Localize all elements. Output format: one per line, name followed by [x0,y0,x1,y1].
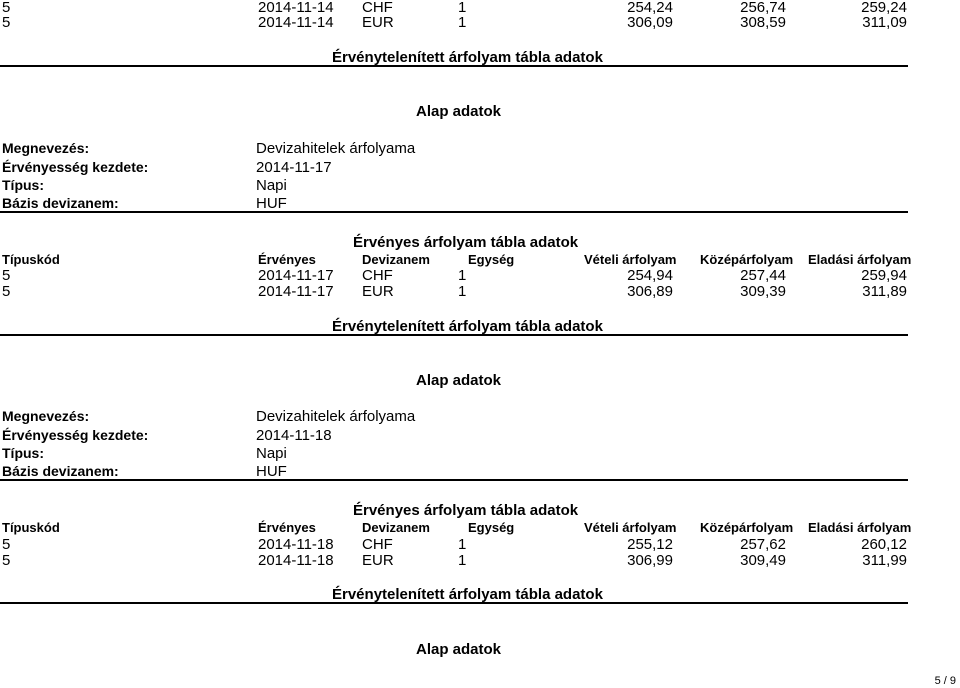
cell-egyseg: 1 [458,14,467,31]
divider [0,211,908,213]
ervenyesseg-value: 2014-11-18 [256,427,332,444]
alap-adatok-title: Alap adatok [416,641,502,658]
cell-veteli: 255,12 [627,536,673,553]
cell-tipuskod: 5 [2,14,11,31]
cell-egyseg: 1 [458,536,467,553]
cell-devizanem: CHF [362,267,393,284]
cell-eladasi: 311,99 [862,552,907,569]
cell-egyseg: 1 [458,552,467,569]
header-ervenyes: Érvényes [258,520,316,535]
table-row [0,284,960,300]
cell-tipuskod: 5 [2,536,11,553]
ervenyesseg-value: 2014-11-17 [256,159,332,176]
cell-ervenyes: 2014-11-18 [258,552,334,569]
cell-eladasi: 259,94 [861,267,907,284]
cell-kozep: 257,44 [740,267,786,284]
table-row [0,553,960,569]
megnevezes-label: Megnevezés: [2,140,90,156]
divider [0,602,908,604]
header-veteli: Vételi árfolyam [584,252,677,267]
cell-veteli: 306,09 [627,14,673,31]
cell-devizanem: EUR [362,283,394,300]
cell-kozep: 309,39 [740,283,786,300]
bazis-label: Bázis devizanem: [2,195,119,211]
table-header [0,520,960,536]
cell-egyseg: 1 [458,0,467,16]
cell-devizanem: CHF [362,536,393,553]
header-egyseg: Egység [468,252,515,267]
cell-veteli: 306,89 [627,283,673,300]
header-veteli: Vételi árfolyam [584,520,677,535]
header-devizanem: Devizanem [362,520,430,535]
cell-ervenyes: 2014-11-17 [258,283,334,300]
header-tipuskod: Típuskód [2,520,60,535]
cell-veteli: 306,99 [627,552,673,569]
invalidated-title: Érvénytelenített árfolyam tábla adatok [332,318,603,335]
cell-egyseg: 1 [458,283,467,300]
header-eladasi: Eladási árfolyam [808,252,912,267]
cell-eladasi: 311,09 [862,14,907,31]
table-row [0,537,960,553]
cell-kozep: 309,49 [740,552,786,569]
cell-devizanem: EUR [362,552,394,569]
valid-table-title: Érvényes árfolyam tábla adatok [353,502,579,519]
cell-devizanem: CHF [362,0,393,16]
cell-kozep: 308,59 [740,14,786,31]
table-row [0,0,960,16]
header-ervenyes: Érvényes [258,252,316,267]
divider [0,479,908,481]
cell-eladasi: 260,12 [861,536,907,553]
cell-eladasi: 311,89 [862,283,907,300]
valid-table-title: Érvényes árfolyam tábla adatok [353,234,579,251]
invalidated-title: Érvénytelenített árfolyam tábla adatok [332,49,603,66]
cell-kozep: 256,74 [740,0,786,16]
tipus-label: Típus: [2,445,44,461]
invalidated-title: Érvénytelenített árfolyam tábla adatok [332,586,603,603]
cell-tipuskod: 5 [2,552,11,569]
header-kozep: Középárfolyam [700,252,794,267]
bazis-label: Bázis devizanem: [2,463,119,479]
megnevezes-label: Megnevezés: [2,408,90,424]
header-eladasi: Eladási árfolyam [808,520,912,535]
header-devizanem: Devizanem [362,252,430,267]
header-kozep: Középárfolyam [700,520,794,535]
megnevezes-value: Devizahitelek árfolyama [256,408,416,425]
cell-ervenyes: 2014-11-17 [258,267,334,284]
header-tipuskod: Típuskód [2,252,60,267]
table-row [0,15,960,31]
megnevezes-value: Devizahitelek árfolyama [256,140,416,157]
cell-kozep: 257,62 [740,536,786,553]
header-egyseg: Egység [468,520,515,535]
divider [0,334,908,336]
tipus-value: Napi [256,445,287,462]
cell-tipuskod: 5 [2,267,11,284]
bazis-value: HUF [256,463,287,480]
cell-devizanem: EUR [362,14,394,31]
tipus-label: Típus: [2,177,44,193]
cell-veteli: 254,24 [627,0,673,16]
tipus-value: Napi [256,177,287,194]
cell-tipuskod: 5 [2,283,11,300]
ervenyesseg-label: Érvényesség kezdete: [2,427,149,443]
table-row [0,268,960,284]
alap-adatok-title: Alap adatok [416,103,502,120]
cell-ervenyes: 2014-11-18 [258,536,334,553]
page-number: 5 / 9 [934,675,956,687]
table-header [0,252,960,268]
divider [0,65,908,67]
cell-veteli: 254,94 [627,267,673,284]
cell-ervenyes: 2014-11-14 [258,14,334,31]
alap-adatok-title: Alap adatok [416,372,502,389]
bazis-value: HUF [256,195,287,212]
cell-tipuskod: 5 [2,0,11,16]
ervenyesseg-label: Érvényesség kezdete: [2,159,149,175]
cell-eladasi: 259,24 [861,0,907,16]
cell-ervenyes: 2014-11-14 [258,0,334,16]
cell-egyseg: 1 [458,267,467,284]
